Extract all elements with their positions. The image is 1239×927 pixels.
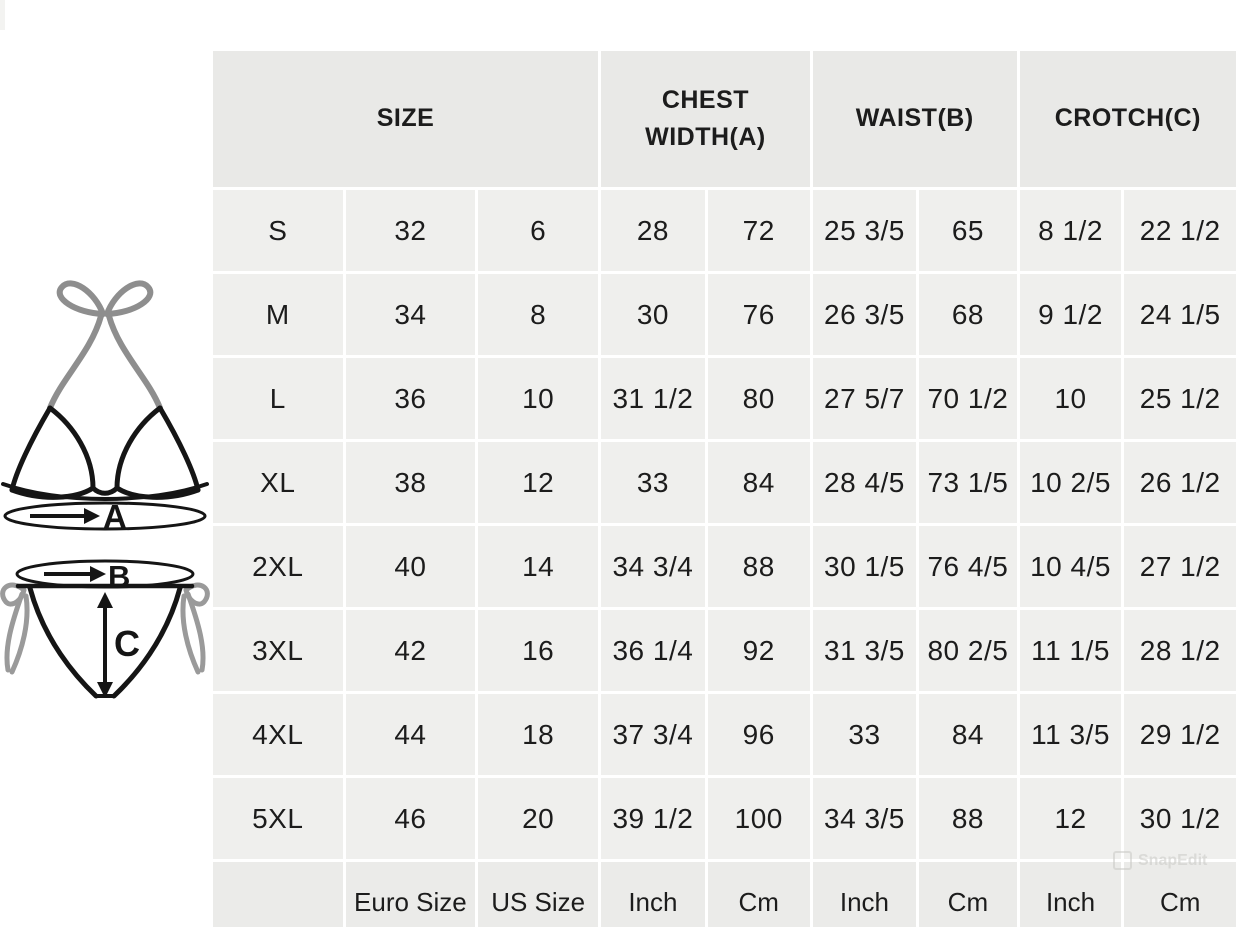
size-label-cell: 2XL [213, 526, 343, 607]
measurement-cell: 76 4/5 [919, 526, 1017, 607]
measurement-cell: 72 [708, 190, 810, 271]
arrow-up-icon [97, 592, 113, 608]
size-row [213, 526, 1236, 607]
table-header [213, 51, 1236, 187]
measurement-cell: 26 3/5 [813, 274, 916, 355]
measurement-cell: 30 1/2 [1124, 778, 1236, 859]
measurement-cell: 28 [601, 190, 705, 271]
measurement-cell: 42 [346, 610, 476, 691]
measurement-cell: 33 [601, 442, 705, 523]
size-row [213, 442, 1236, 523]
measurement-cell: 29 1/2 [1124, 694, 1236, 775]
measurement-cell: 22 1/2 [1124, 190, 1236, 271]
measurement-cell: 11 3/5 [1020, 694, 1122, 775]
measurement-cell: 34 [346, 274, 476, 355]
measurement-cell: 10 4/5 [1020, 526, 1122, 607]
measurement-cell: 25 3/5 [813, 190, 916, 271]
measurement-cell: 12 [478, 442, 598, 523]
measurement-cell: 10 2/5 [1020, 442, 1122, 523]
measurement-cell: 65 [919, 190, 1017, 271]
measurement-cell: 40 [346, 526, 476, 607]
measurement-cell: 34 3/5 [813, 778, 916, 859]
measurement-cell: 32 [346, 190, 476, 271]
crotch-measure-arrow [97, 592, 140, 698]
measurement-cell: 18 [478, 694, 598, 775]
arrow-right-icon [84, 508, 100, 524]
measurement-cell: 37 3/4 [601, 694, 705, 775]
chest-measure-ellipse [5, 498, 205, 535]
column-header: SIZE [213, 51, 598, 187]
column-header: WAIST(B) [813, 51, 1017, 187]
page-edge-artifact [0, 0, 5, 30]
measurement-cell: 76 [708, 274, 810, 355]
measurement-cell: 27 1/2 [1124, 526, 1236, 607]
measurement-cell: 96 [708, 694, 810, 775]
size-label-cell: M [213, 274, 343, 355]
unit-cell: Inch [601, 862, 705, 927]
measurement-cell: 88 [919, 778, 1017, 859]
empty-cell [213, 862, 343, 927]
size-row [213, 190, 1236, 271]
measurement-cell: 36 1/4 [601, 610, 705, 691]
size-row [213, 694, 1236, 775]
size-label-cell: L [213, 358, 343, 439]
column-header: CROTCH(C) [1020, 51, 1236, 187]
measurement-cell: 10 [478, 358, 598, 439]
measurement-cell: 31 1/2 [601, 358, 705, 439]
measurement-cell: 6 [478, 190, 598, 271]
measurement-cell: 46 [346, 778, 476, 859]
unit-cell: Euro Size [346, 862, 476, 927]
size-row [213, 778, 1236, 859]
measurement-cell: 14 [478, 526, 598, 607]
measurement-cell: 25 1/2 [1124, 358, 1236, 439]
header-row [213, 51, 1236, 187]
measurement-cell: 92 [708, 610, 810, 691]
measurement-cell: 24 1/5 [1124, 274, 1236, 355]
size-chart-table [210, 48, 1239, 927]
unit-row [213, 862, 1236, 927]
unit-cell: US Size [478, 862, 598, 927]
size-row [213, 358, 1236, 439]
measurement-cell: 27 5/7 [813, 358, 916, 439]
table-footer [213, 862, 1236, 927]
measurement-cell: 28 4/5 [813, 442, 916, 523]
measurement-cell: 84 [708, 442, 810, 523]
measurement-cell: 34 3/4 [601, 526, 705, 607]
table-body [213, 190, 1236, 859]
size-label-cell: 5XL [213, 778, 343, 859]
halter-bow-icon [50, 283, 160, 408]
measurement-cell: 9 1/2 [1020, 274, 1122, 355]
measurement-cell: 20 [478, 778, 598, 859]
arrow-right-icon [90, 566, 106, 582]
measurement-cell: 80 [708, 358, 810, 439]
measurement-cell: 12 [1020, 778, 1122, 859]
measurement-cell: 44 [346, 694, 476, 775]
size-row [213, 274, 1236, 355]
measurement-cell: 30 [601, 274, 705, 355]
measurement-cell: 31 3/5 [813, 610, 916, 691]
measurement-cell: 100 [708, 778, 810, 859]
measurement-cell: 80 2/5 [919, 610, 1017, 691]
measurement-cell: 30 1/5 [813, 526, 916, 607]
column-header: CHEST WIDTH(A) [601, 51, 810, 187]
measurement-cell: 8 [478, 274, 598, 355]
measurement-cell: 16 [478, 610, 598, 691]
size-label-cell: 3XL [213, 610, 343, 691]
unit-cell: Cm [919, 862, 1017, 927]
waist-label: B [108, 559, 131, 594]
measurement-cell: 38 [346, 442, 476, 523]
size-label-cell: 4XL [213, 694, 343, 775]
bikini-top-icon [3, 408, 207, 499]
size-row [213, 610, 1236, 691]
measurement-cell: 70 1/2 [919, 358, 1017, 439]
measurement-cell: 33 [813, 694, 916, 775]
size-label-cell: S [213, 190, 343, 271]
measurement-cell: 26 1/2 [1124, 442, 1236, 523]
bikini-measurement-diagram [0, 256, 210, 712]
measurement-cell: 36 [346, 358, 476, 439]
measurement-cell: 88 [708, 526, 810, 607]
measurement-cell: 28 1/2 [1124, 610, 1236, 691]
unit-cell: Cm [1124, 862, 1236, 927]
chest-label: A [103, 498, 127, 535]
waist-measure-ellipse [17, 559, 193, 594]
unit-cell: Cm [708, 862, 810, 927]
unit-cell: Inch [813, 862, 916, 927]
watermark-text: SnapEdit [1138, 851, 1208, 869]
measurement-cell: 39 1/2 [601, 778, 705, 859]
unit-cell: Inch [1020, 862, 1122, 927]
measurement-cell: 84 [919, 694, 1017, 775]
measurement-cell: 68 [919, 274, 1017, 355]
measurement-cell: 11 1/5 [1020, 610, 1122, 691]
size-label-cell: XL [213, 442, 343, 523]
crotch-label: C [114, 623, 140, 664]
measurement-cell: 73 1/5 [919, 442, 1017, 523]
measurement-cell: 10 [1020, 358, 1122, 439]
measurement-cell: 8 1/2 [1020, 190, 1122, 271]
